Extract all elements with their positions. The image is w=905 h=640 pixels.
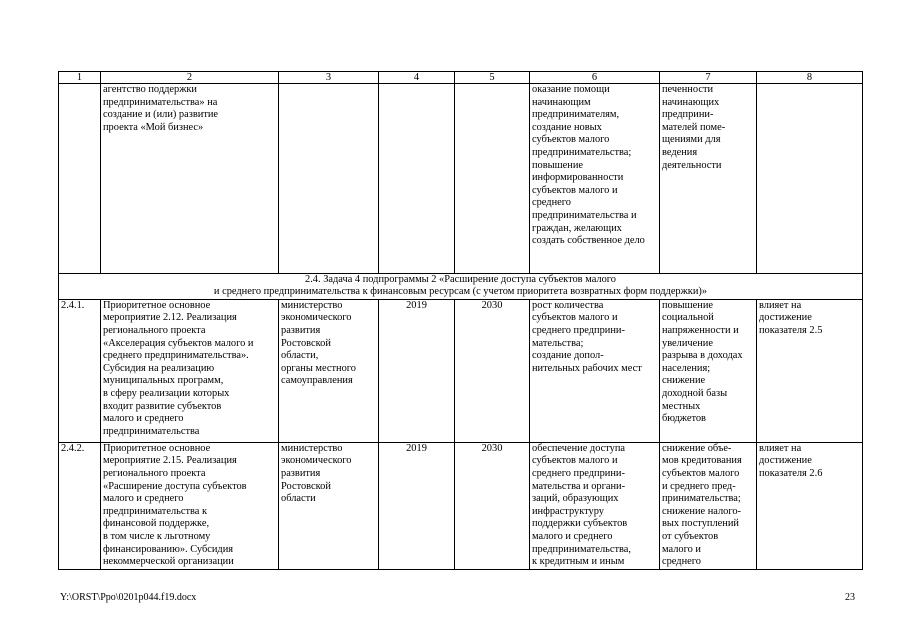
consequences-cell: печенности начинающих предприни- мателей поме- щениями для ведения деятельности	[660, 84, 757, 274]
consequences-cell: повышение социальной напряженности и увеличение разрыва в доходах населения; снижение доходной базы местных бюджетов	[660, 299, 757, 442]
consequences-cell	[660, 442, 757, 569]
executor-cell	[279, 84, 379, 274]
item-number-cell: 2.4.2.	[59, 442, 101, 569]
activity-cell: агентство поддержки предпринимательства» на создание и (или) развитие проекта «Мой бизнес»	[101, 84, 279, 274]
file-path-footer: Y:\ORST\Ppo\0201p044.f19.docx	[60, 592, 197, 603]
table-row	[59, 442, 863, 569]
consequences-text: снижение объе- мов кредитования субъектов малого и среднего пред- принимательства; снижение налого- вых поступлений от субъектов малого и среднего	[662, 442, 742, 568]
expected-result-cell: рост количества субъектов малого и среднего предприни- мательства; создание допол- нительных рабочих мест	[530, 299, 660, 442]
column-number-cell: 3	[279, 72, 379, 84]
activity-text: Приоритетное основное мероприятие 2.15. Реализация регионального проекта «Расширение доступа субъектов малого и среднего предпринимательства к финансовой поддержке, в том числе к льготному финансированию». Субсидия некоммерческой организации	[103, 442, 247, 568]
column-number-cell: 7	[660, 72, 757, 84]
column-number-cell: 4	[379, 72, 455, 84]
expected-result-text: обеспечение доступа субъектов малого и среднего предприни- мательства и органи- заций, образующих инфраструктуру поддержки субъектов малого и среднего предпринимательства, к кредитным и иным	[532, 442, 632, 568]
start-year-cell: 2019	[379, 442, 455, 569]
start-year-cell	[379, 84, 455, 274]
main-table	[58, 71, 863, 570]
section-heading: 2.4. Задача 4 подпрограммы 2 «Расширение доступа субъектов малого и среднего предпринимательства к финансовым ресурсам (с учетом приоритета возвратных форм поддержки)»	[59, 274, 863, 300]
column-number-cell: 8	[757, 72, 863, 84]
table-row	[59, 299, 863, 442]
item-number-cell: 2.4.1.	[59, 299, 101, 442]
column-number-cell: 5	[455, 72, 530, 84]
column-number-row	[59, 72, 863, 84]
page-number: 23	[845, 592, 855, 603]
indicator-link-cell: влияет на достижение показателя 2.6	[757, 442, 863, 569]
activity-cell	[101, 442, 279, 569]
indicator-link-cell: влияет на достижение показателя 2.5	[757, 299, 863, 442]
end-year-cell: 2030	[455, 299, 530, 442]
expected-result-cell	[530, 442, 660, 569]
column-number-cell: 1	[59, 72, 101, 84]
executor-cell: министерство экономического развития Ростовской области	[279, 442, 379, 569]
expected-result-cell: оказание помощи начинающим предпринимателям, создание новых субъектов малого предпринимательства; повышение информированности субъектов малого и среднего предпринимательства и граждан, желающих создать собственное дело	[530, 84, 660, 274]
executor-cell: министерство экономического развития Ростовской области, органы местного самоуправления	[279, 299, 379, 442]
section-row	[59, 274, 863, 300]
end-year-cell	[455, 84, 530, 274]
column-number-cell: 2	[101, 72, 279, 84]
item-number-cell	[59, 84, 101, 274]
start-year-cell: 2019	[379, 299, 455, 442]
end-year-cell: 2030	[455, 442, 530, 569]
activity-cell: Приоритетное основное мероприятие 2.12. Реализация регионального проекта «Акселерация субъектов малого и среднего предпринимательства». Субсидия на реализацию муниципальных программ, в сферу реализации которых входит развитие субъектов малого и среднего предпринимательства	[101, 299, 279, 442]
indicator-link-cell	[757, 84, 863, 274]
column-number-cell: 6	[530, 72, 660, 84]
table-row	[59, 84, 863, 274]
